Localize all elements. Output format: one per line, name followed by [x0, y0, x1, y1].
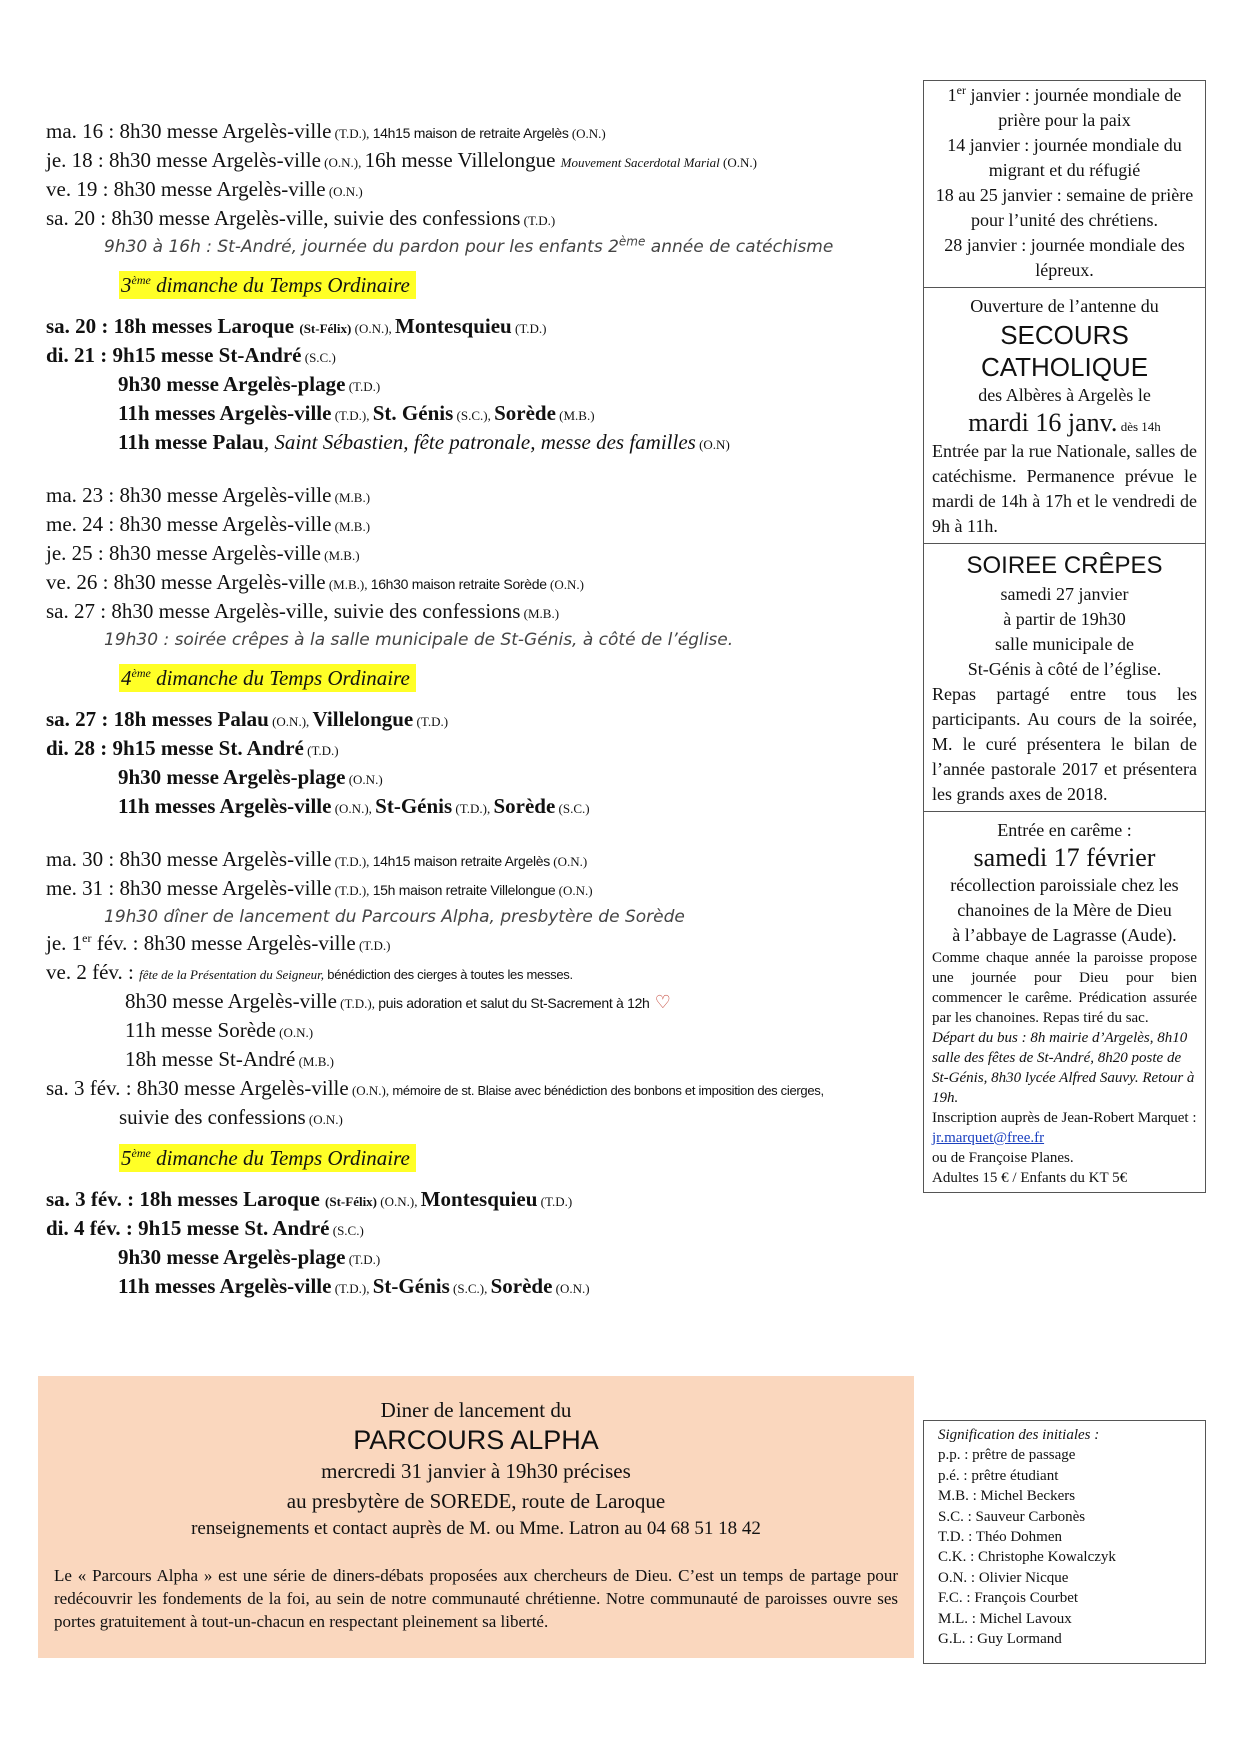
- schedule-line: 9h30 messe Argelès-plage (T.D.): [118, 372, 381, 396]
- legend-item: M.B. : Michel Beckers: [938, 1488, 1076, 1505]
- legend-item: p.é. : prêtre étudiant: [938, 1467, 1059, 1484]
- schedule-note: 19h30 dîner de lancement du Parcours Alpha, presbytère de Sorède: [104, 907, 685, 927]
- careme-lines: récollection paroissiale chez les chanoines de la Mère de Dieu: [950, 875, 1179, 920]
- sunday-heading: 4ème dimanche du Temps Ordinaire: [46, 665, 916, 692]
- schedule-line: ve. 19 : 8h30 messe Argelès-ville (O.N.): [46, 177, 363, 201]
- legend-item: O.N. : Olivier Nicque: [938, 1569, 1069, 1586]
- schedule-note: 9h30 à 16h : St-André, journée du pardon pour les enfants 2ème année de catéchisme: [104, 234, 834, 257]
- schedule-line: ma. 16 : 8h30 messe Argelès-ville (T.D.), 14h15 maison de retraite Argelès (O.N.): [46, 119, 606, 143]
- crepes-title: SOIREE CRÊPES: [966, 552, 1163, 579]
- secours-body: Entrée par la rue Nationale, salles de catéchisme. Permanence prévue le mardi de 14h à 17h et le vendredi de 9h à 11h.: [932, 441, 1197, 536]
- legend-item: C.K. : Christophe Kowalczyk: [938, 1549, 1116, 1566]
- alpha-date: mercredi 31 janvier à 19h30 précises: [321, 1459, 631, 1483]
- schedule-line: 11h messe Palau, Saint Sébastien, fête patronale, messe des familles (O.N): [118, 430, 730, 454]
- secours-title: SECOURS CATHOLIQUE: [980, 320, 1149, 382]
- careme-date: samedi 17 février: [973, 843, 1156, 872]
- crepes-box: [923, 543, 1206, 811]
- schedule-line: sa. 27 : 8h30 messe Argelès-ville, suivie des confessions (M.B.): [46, 599, 560, 623]
- world-day: 18 au 25 janvier : semaine de prière pour l’unité des chrétiens.: [935, 185, 1194, 230]
- schedule-line: 11h messes Argelès-ville (T.D.), St-Génis (S.C.), Sorède (O.N.): [118, 1274, 590, 1298]
- legend-item: T.D. : Théo Dohmen: [938, 1529, 1063, 1546]
- crepes-line: salle municipale de: [995, 634, 1134, 654]
- schedule-line: je. 1er fév. : 8h30 messe Argelès-ville (T.D.): [46, 931, 391, 955]
- world-day: 14 janvier : journée mondiale du migrant et du réfugié: [947, 135, 1182, 180]
- schedule-line: je. 25 : 8h30 messe Argelès-ville (M.B.): [46, 541, 360, 565]
- email-link[interactable]: jr.marquet@free.fr: [932, 1130, 1045, 1146]
- schedule-line: sa. 20 : 18h messes Laroque (St-Félix) (O.N.), Montesquieu (T.D.): [46, 314, 547, 338]
- schedule-line: 9h30 messe Argelès-plage (O.N.): [118, 765, 383, 789]
- schedule-line: sa. 3 fév. : 8h30 messe Argelès-ville (O.N.), mémoire de st. Blaise avec bénédiction des bonbons et imposition des cierges,: [46, 1076, 824, 1100]
- crepes-line: St-Génis à côté de l’église.: [967, 659, 1162, 679]
- schedule-note: 19h30 : soirée crêpes à la salle municipale de St-Génis, à côté de l’église.: [104, 630, 734, 650]
- schedule-line: 9h30 messe Argelès-plage (T.D.): [118, 1245, 381, 1269]
- secours-intro: Ouverture de l’antenne du: [970, 296, 1159, 316]
- schedule-line: sa. 3 fév. : 18h messes Laroque (St-Félix) (O.N.), Montesquieu (T.D.): [46, 1187, 573, 1211]
- schedule-line: sa. 20 : 8h30 messe Argelès-ville, suivie des confessions (T.D.): [46, 206, 556, 230]
- schedule-line: je. 18 : 8h30 messe Argelès-ville (O.N.), 16h messe Villelongue Mouvement Sacerdotal Marial (O.N.): [46, 148, 757, 172]
- secours-box: [923, 287, 1206, 543]
- secours-place: des Albères à Argelès le: [978, 385, 1151, 405]
- schedule-line: 11h messes Argelès-ville (T.D.), St. Génis (S.C.), Sorède (M.B.): [118, 401, 595, 425]
- careme-bus: Départ du bus : 8h mairie d’Argelès, 8h10 salle des fêtes de St-André, 8h20 poste de St-Génis, 8h30 lycée Alfred Sauvy. Retour à 19h.: [932, 1030, 1195, 1106]
- sidebar: [923, 80, 1206, 1193]
- careme-place: à l’abbaye de Lagrasse (Aude).: [952, 925, 1177, 945]
- careme-intro: Entrée en carême :: [997, 820, 1132, 840]
- careme-box: [923, 811, 1206, 1193]
- sunday-heading: 3ème dimanche du Temps Ordinaire: [46, 272, 916, 299]
- schedule-line: 11h messe Sorède (O.N.): [125, 1018, 314, 1042]
- alpha-text: Le « Parcours Alpha » est une série de diners-débats proposées aux chercheurs de Dieu. C’est un temps de partage pour redécouvrir les fondements de la foi, au sein de notre communauté chrétienne. Notre communauté de paroisses ouvre ses portes gratuitement à tout-un-chacun en respectant pleinement sa liberté.: [54, 1566, 898, 1631]
- careme-price: Adultes 15 € / Enfants du KT 5€: [932, 1170, 1128, 1186]
- crepes-line: à partir de 19h30: [1003, 609, 1126, 629]
- schedule-line: di. 4 fév. : 9h15 messe St. André (S.C.): [46, 1216, 364, 1240]
- legend-title: Signification des initiales :: [938, 1427, 1100, 1443]
- legend-item: G.L. : Guy Lormand: [938, 1631, 1062, 1648]
- schedule-line: me. 31 : 8h30 messe Argelès-ville (T.D.), 15h maison retraite Villelongue (O.N.): [46, 876, 593, 900]
- world-day: 1er janvier : journée mondiale de prière pour la paix: [947, 83, 1182, 130]
- legend-item: S.C. : Sauveur Carbonès: [938, 1508, 1086, 1525]
- alpha-title: PARCOURS ALPHA: [353, 1425, 599, 1455]
- parcours-alpha-box: [38, 1376, 914, 1658]
- crepes-body: Repas partagé entre tous les participants. Au cours de la soirée, M. le curé présentera le bilan de l’année pastorale 2017 et présentera les grands axes de 2018.: [932, 684, 1197, 804]
- schedule-line: 8h30 messe Argelès-ville (T.D.), puis adoration et salut du St-Sacrement à 12h ♡: [125, 989, 671, 1013]
- world-day: 28 janvier : journée mondiale des lépreux.: [944, 235, 1185, 280]
- schedule-line: ve. 26 : 8h30 messe Argelès-ville (M.B.), 16h30 maison retraite Sorède (O.N.): [46, 570, 584, 594]
- careme-body: Comme chaque année la paroisse propose une journée pour Dieu pour bien commencer le carême. Prédication assurée par les chanoines. Repas tiré du sac.: [932, 950, 1197, 1026]
- alpha-place: au presbytère de SOREDE, route de Laroque: [286, 1489, 666, 1513]
- legend-item: p.p. : prêtre de passage: [938, 1447, 1076, 1464]
- schedule-line: ve. 2 fév. : fête de la Présentation du Seigneur, bénédiction des cierges à toutes les messes.: [46, 960, 573, 984]
- schedule-line: ma. 23 : 8h30 messe Argelès-ville (M.B.): [46, 483, 371, 507]
- world-days-box: [923, 80, 1206, 287]
- legend-item: M.L. : Michel Lavoux: [938, 1610, 1072, 1627]
- schedule-line: di. 21 : 9h15 messe St-André (S.C.): [46, 343, 336, 367]
- alpha-contact: renseignements et contact auprès de M. ou Mme. Latron au 04 68 51 18 42: [191, 1518, 761, 1539]
- secours-date: mardi 16 janv. dès 14h: [968, 408, 1161, 437]
- schedule-column: [46, 118, 916, 1302]
- careme-inscription: Inscription auprès de Jean-Robert Marquet : jr.marquet@free.fr: [932, 1110, 1197, 1146]
- alpha-intro: Diner de lancement du: [380, 1398, 572, 1422]
- schedule-line: me. 24 : 8h30 messe Argelès-ville (M.B.): [46, 512, 371, 536]
- careme-or: ou de Françoise Planes.: [932, 1150, 1074, 1166]
- schedule-line: di. 28 : 9h15 messe St. André (T.D.): [46, 736, 339, 760]
- schedule-line: 11h messes Argelès-ville (O.N.), St-Génis (T.D.), Sorède (S.C.): [118, 794, 590, 818]
- sacred-heart-icon: ♡: [654, 992, 671, 1012]
- schedule-line: suivie des confessions (O.N.): [119, 1105, 343, 1129]
- schedule-line: sa. 27 : 18h messes Palau (O.N.), Villelongue (T.D.): [46, 707, 449, 731]
- initials-legend: [923, 1420, 1206, 1664]
- schedule-line: 18h messe St-André (M.B.): [125, 1047, 334, 1071]
- sunday-heading: 5ème dimanche du Temps Ordinaire: [46, 1145, 916, 1172]
- crepes-line: samedi 27 janvier: [1000, 584, 1129, 604]
- legend-item: F.C. : François Courbet: [938, 1590, 1079, 1607]
- schedule-line: ma. 30 : 8h30 messe Argelès-ville (T.D.), 14h15 maison retraite Argelès (O.N.): [46, 847, 588, 871]
